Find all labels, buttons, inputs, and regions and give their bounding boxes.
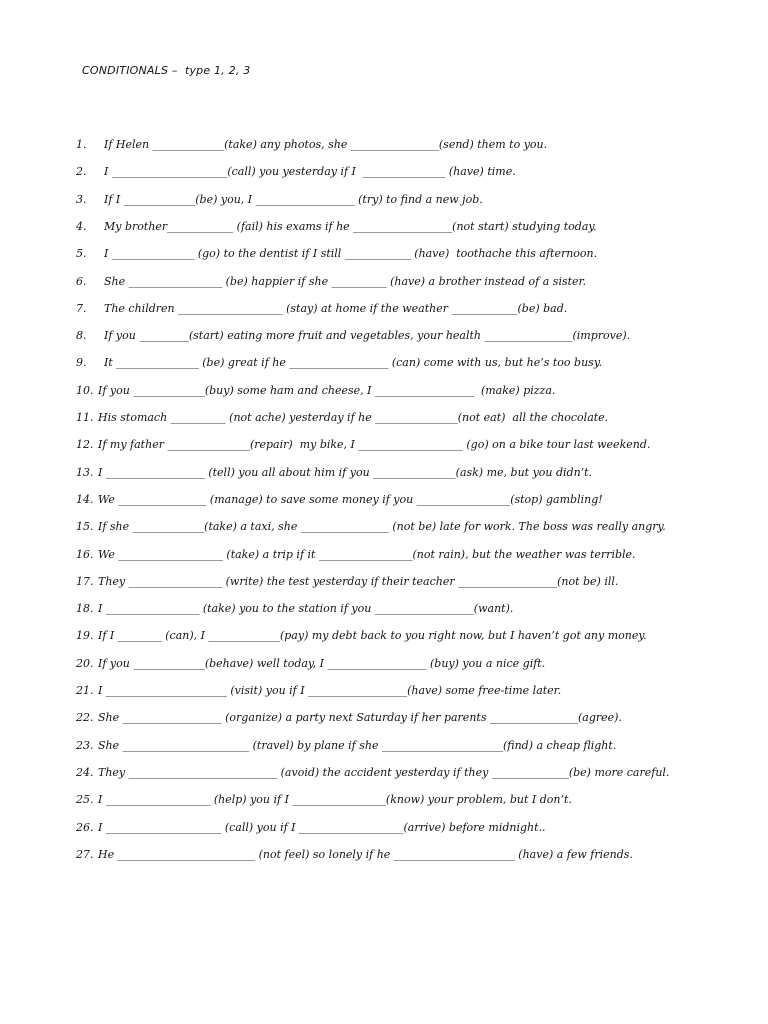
exercise-number: 10. bbox=[76, 383, 94, 397]
exercise-sentence: If you _____________(behave) well today, I __________________ (buy) you a nice gift. bbox=[98, 656, 546, 670]
exercise-sentence: I _______________ (go) to the dentist if I still ____________ (have) toothache this afternoon. bbox=[104, 247, 598, 261]
exercise-number: 4. bbox=[76, 219, 87, 233]
worksheet-title: CONDITIONALS – type 1, 2, 3 bbox=[82, 64, 251, 77]
exercise-number: 9. bbox=[76, 356, 87, 370]
exercise-sentence: If my father _______________(repair) my bike, I ___________________ (go) on a bike tour last weekend. bbox=[98, 438, 651, 452]
exercise-number: 22. bbox=[76, 711, 94, 725]
exercise-sentence: I ______________________ (visit) you if I __________________(have) some free-time later. bbox=[98, 684, 562, 697]
exercise-item bbox=[0, 847, 768, 863]
exercise-item bbox=[0, 246, 768, 262]
exercise-sentence: If you _________(start) eating more fruit and vegetables, your health ________________(improve). bbox=[104, 329, 631, 343]
exercise-number: 1. bbox=[76, 138, 87, 151]
exercise-number: 19. bbox=[76, 629, 94, 643]
exercise-item bbox=[0, 355, 768, 371]
exercise-number: 12. bbox=[76, 438, 94, 452]
exercise-number: 17. bbox=[76, 574, 94, 588]
exercise-item bbox=[0, 765, 768, 781]
exercise-sentence: His stomach __________ (not ache) yesterday if he _______________(not eat) all the chocolate. bbox=[98, 411, 609, 424]
exercise-number: 15. bbox=[76, 520, 94, 534]
exercise-item bbox=[0, 792, 768, 808]
exercise-number: 2. bbox=[76, 165, 87, 179]
exercise-item bbox=[0, 683, 768, 699]
exercise-sentence: I _____________________(call) you yesterday if I _______________ (have) time. bbox=[104, 165, 516, 179]
exercise-sentence: I _____________________ (call) you if I ___________________(arrive) before midnight.. bbox=[98, 820, 546, 834]
exercise-number: 18. bbox=[76, 602, 94, 616]
exercise-number: 26. bbox=[76, 820, 94, 834]
exercise-item bbox=[0, 465, 768, 481]
exercise-sentence: We ___________________ (take) a trip if it _________________(not rain), but the weather was terrible. bbox=[98, 547, 636, 561]
exercise-item bbox=[0, 328, 768, 344]
exercise-sentence: They ___________________________ (avoid) the accident yesterday if they ______________(be) more careful. bbox=[98, 765, 670, 779]
exercise-sentence: She __________________ (organize) a party next Saturday if her parents ________________(agree). bbox=[98, 711, 622, 725]
exercise-number: 14. bbox=[76, 492, 94, 506]
exercise-number: 16. bbox=[76, 547, 94, 561]
exercise-item bbox=[0, 738, 768, 754]
exercise-item bbox=[0, 137, 768, 153]
exercise-number: 27. bbox=[76, 847, 94, 861]
exercise-sentence: I __________________ (tell) you all about him if you _______________(ask) me, but you didn’t. bbox=[98, 465, 593, 479]
exercise-number: 13. bbox=[76, 465, 94, 479]
exercise-item bbox=[0, 492, 768, 508]
exercise-number: 21. bbox=[76, 684, 94, 697]
exercise-sentence: He _________________________ (not feel) so lonely if he ______________________ (have) a few friends. bbox=[98, 847, 633, 861]
exercise-number: 20. bbox=[76, 656, 94, 670]
exercise-sentence: If you _____________(buy) some ham and cheese, I __________________ (make) pizza. bbox=[98, 383, 556, 397]
exercise-item bbox=[0, 274, 768, 290]
exercise-number: 6. bbox=[76, 274, 87, 288]
exercise-item bbox=[0, 574, 768, 590]
exercise-item bbox=[0, 519, 768, 535]
exercise-sentence: If I _____________(be) you, I __________________ (try) to find a new job. bbox=[104, 192, 483, 206]
exercise-item bbox=[0, 601, 768, 617]
exercise-number: 7. bbox=[76, 301, 87, 315]
exercise-number: 25. bbox=[76, 793, 94, 807]
exercise-sentence: She _________________ (be) happier if she __________ (have) a brother instead of a sister. bbox=[104, 274, 587, 288]
exercise-sentence: They _________________ (write) the test yesterday if their teacher __________________(not be) ill. bbox=[98, 574, 619, 588]
exercise-sentence: My brother____________ (fail) his exams if he __________________(not start) studying today. bbox=[104, 219, 597, 233]
exercise-item bbox=[0, 410, 768, 426]
exercise-number: 24. bbox=[76, 765, 94, 779]
exercise-sentence: We ________________ (manage) to save some money if you _________________(stop) gambling! bbox=[98, 492, 603, 506]
exercise-sentence: I _________________ (take) you to the station if you __________________(want). bbox=[98, 602, 514, 616]
exercise-item bbox=[0, 547, 768, 563]
exercise-item bbox=[0, 192, 768, 208]
exercise-number: 5. bbox=[76, 247, 87, 261]
exercise-sentence: The children ___________________ (stay) at home if the weather ____________(be) bad. bbox=[104, 301, 568, 315]
exercise-number: 8. bbox=[76, 329, 87, 343]
exercise-item bbox=[0, 219, 768, 235]
exercise-sentence: She _______________________ (travel) by plane if she ______________________(find) a cheap flight. bbox=[98, 738, 617, 752]
exercise-sentence: If I ________ (can), I _____________(pay) my debt back to you right now, but I haven’t got any money. bbox=[98, 629, 647, 643]
exercise-number: 11. bbox=[76, 411, 94, 424]
exercise-item bbox=[0, 437, 768, 453]
exercise-item bbox=[0, 656, 768, 672]
exercise-sentence: It _______________ (be) great if he __________________ (can) come with us, but he’s too busy. bbox=[104, 356, 603, 370]
exercise-sentence: I ___________________ (help) you if I _________________(know) your problem, but I don’t. bbox=[98, 793, 572, 807]
exercise-item bbox=[0, 820, 768, 836]
exercise-item bbox=[0, 301, 768, 317]
exercise-sentence: If Helen _____________(take) any photos, she ________________(send) them to you. bbox=[104, 138, 548, 151]
exercise-number: 23. bbox=[76, 738, 94, 752]
exercise-item bbox=[0, 710, 768, 726]
exercise-item bbox=[0, 164, 768, 180]
exercise-number: 3. bbox=[76, 192, 87, 206]
exercise-sentence: If she _____________(take) a taxi, she ________________ (not be) late for work. The boss was really angry. bbox=[98, 520, 666, 534]
exercise-item bbox=[0, 383, 768, 399]
exercise-item bbox=[0, 628, 768, 644]
